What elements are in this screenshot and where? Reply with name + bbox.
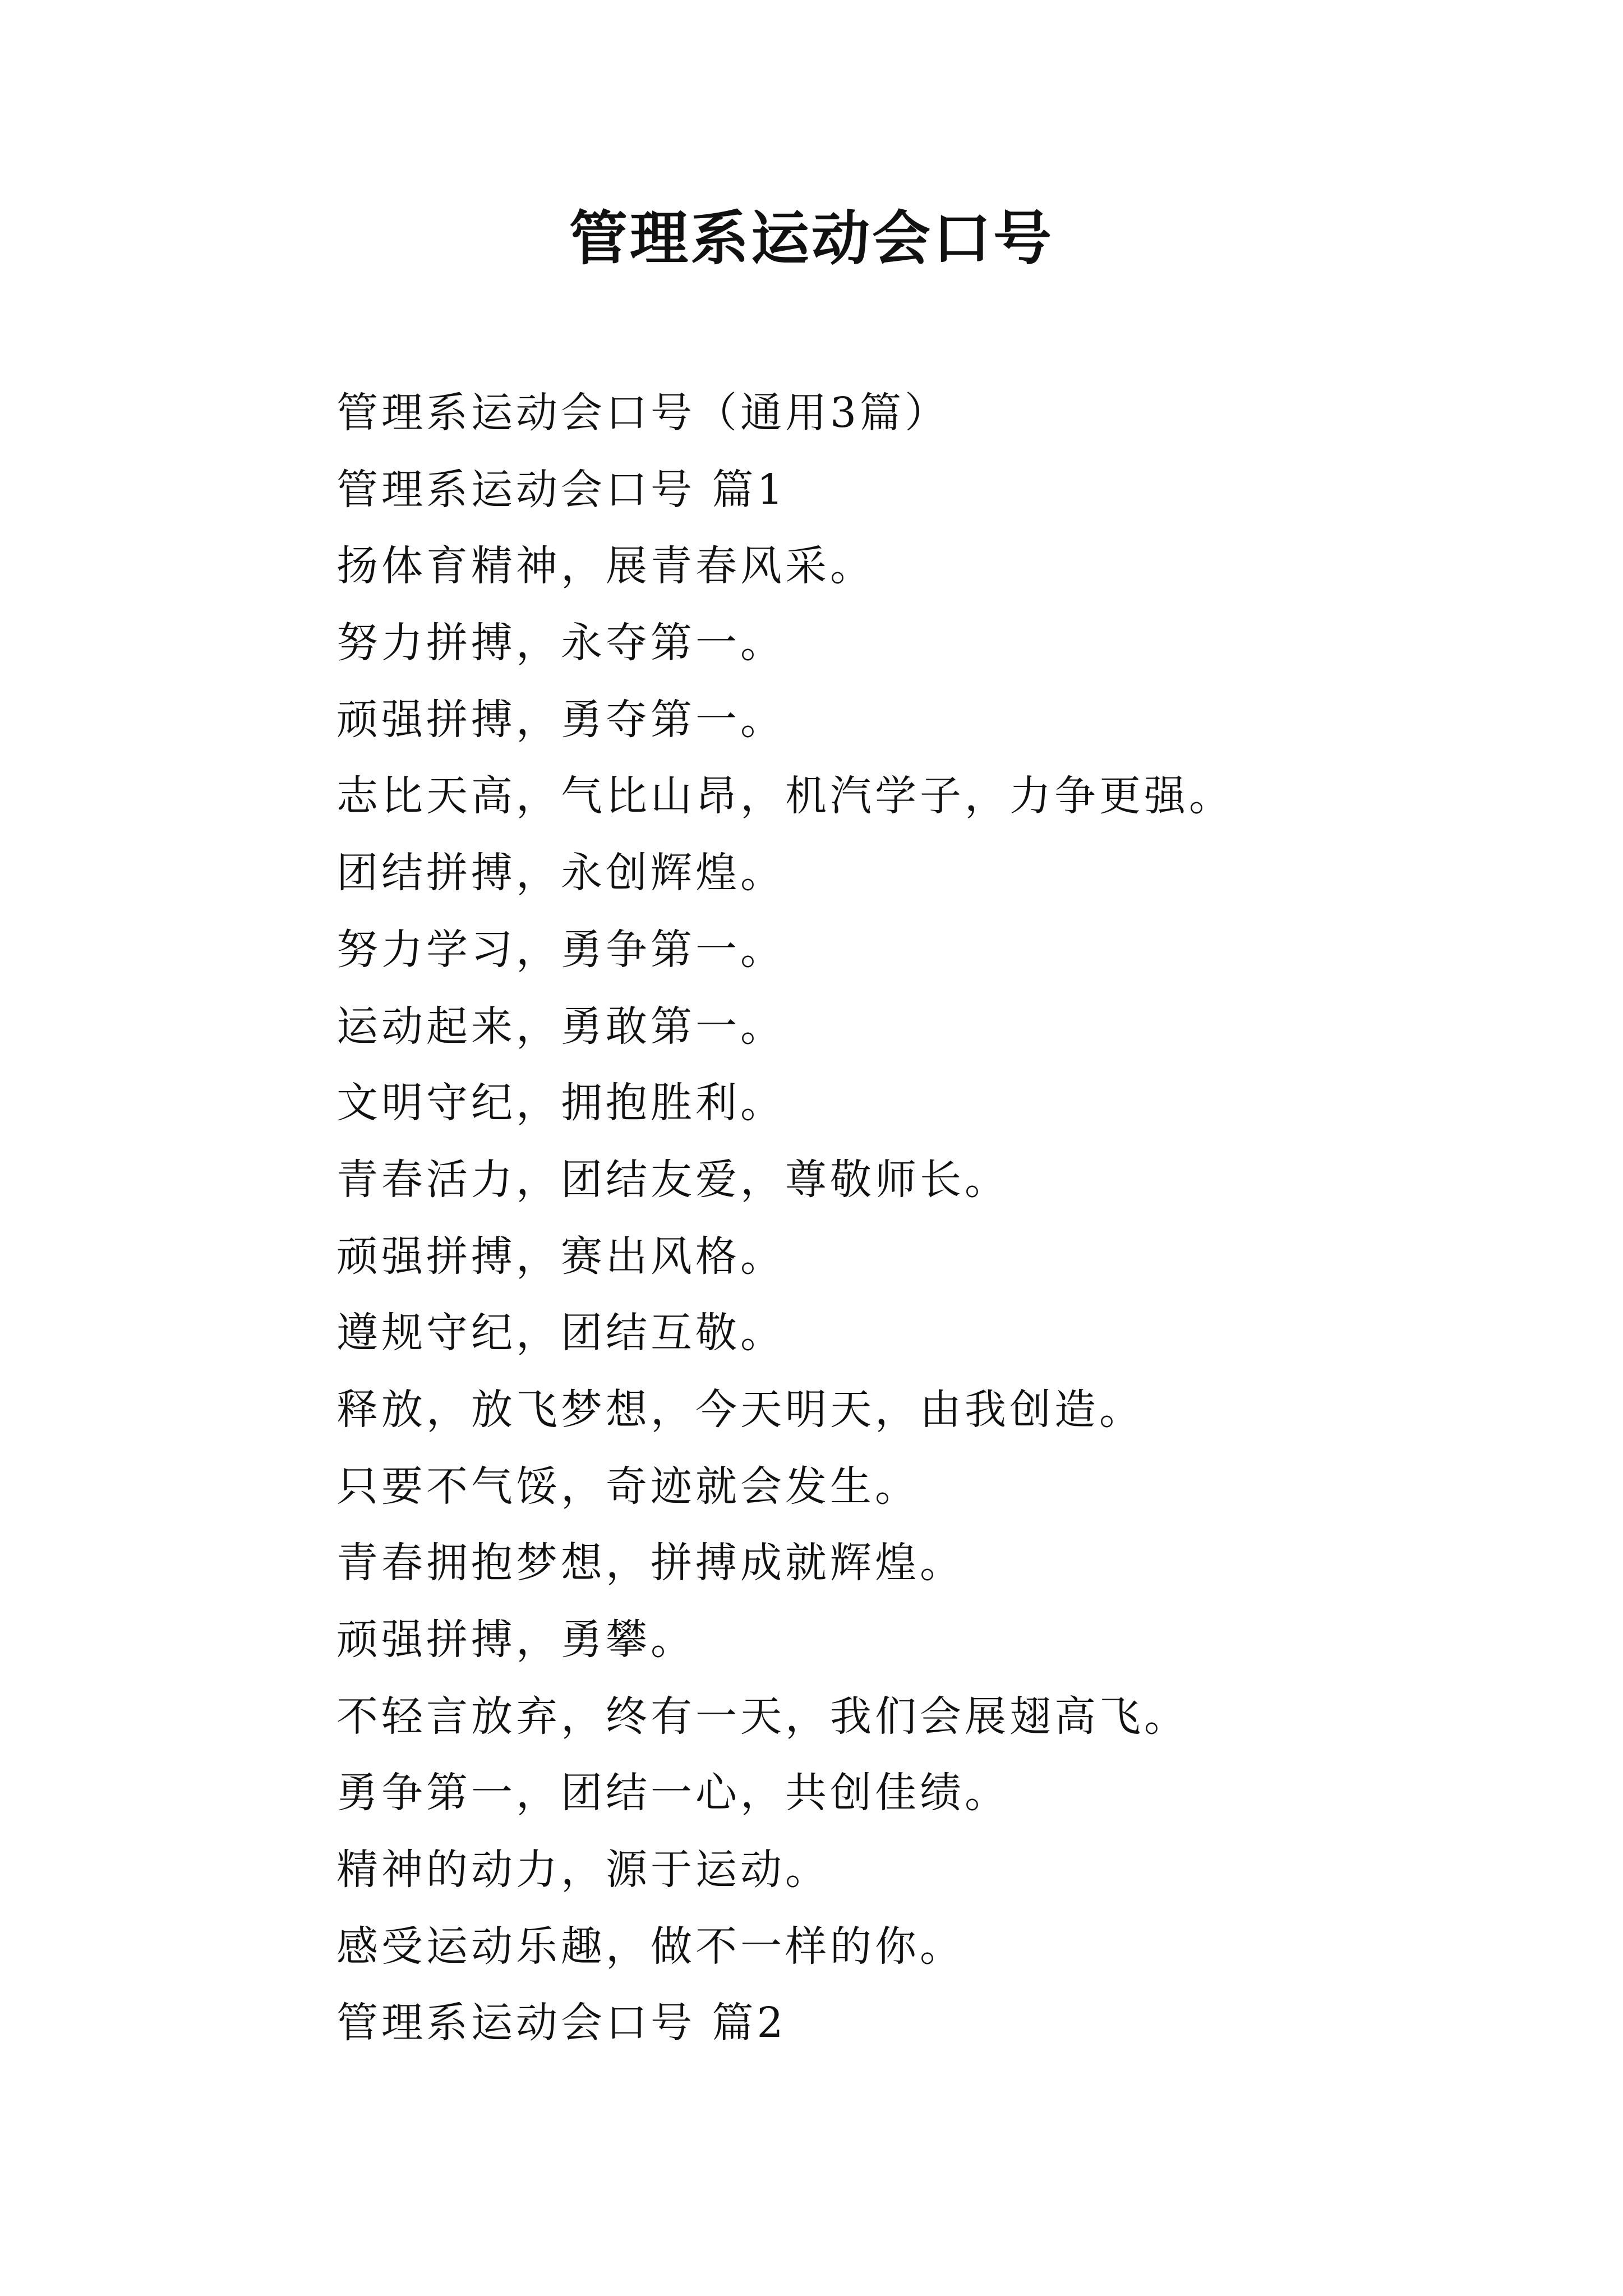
slogan-line: 感受运动乐趣，做不一样的你。 bbox=[336, 1922, 965, 1971]
section-heading: 管理系运动会口号 篇1 bbox=[336, 465, 787, 514]
slogan-line: 不轻言放弃，终有一天，我们会展翅高飞。 bbox=[336, 1692, 1189, 1741]
slogan-line: 扬体育精神，展青春风采。 bbox=[336, 542, 875, 591]
slogan-line: 遵规守纪，团结互敬。 bbox=[336, 1309, 785, 1358]
slogan-line: 团结拼搏，永创辉煌。 bbox=[336, 849, 785, 898]
slogan-line: 顽强拼搏，赛出风格。 bbox=[336, 1232, 785, 1281]
document-title: 管理系运动会口号 bbox=[569, 204, 1054, 273]
slogan-line: 努力拼搏，永夺第一。 bbox=[336, 619, 785, 668]
slogan-line: 青春拥抱梦想，拼搏成就辉煌。 bbox=[336, 1539, 965, 1588]
document-body bbox=[336, 375, 1458, 2062]
slogan-line: 运动起来，勇敢第一。 bbox=[336, 1002, 785, 1051]
slogan-line: 精神的动力，源于运动。 bbox=[336, 1846, 830, 1894]
slogan-line: 文明守纪，拥抱胜利。 bbox=[336, 1079, 785, 1128]
slogan-line: 勇争第一，团结一心，共创佳绩。 bbox=[336, 1769, 1009, 1818]
slogan-line: 顽强拼搏，勇夺第一。 bbox=[336, 695, 785, 744]
slogan-line: 志比天高，气比山昂，机汽学子，力争更强。 bbox=[336, 772, 1234, 821]
slogan-line: 释放，放飞梦想，今天明天，由我创造。 bbox=[336, 1385, 1144, 1434]
slogan-line: 顽强拼搏，勇攀。 bbox=[336, 1616, 695, 1664]
section-heading: 管理系运动会口号 篇2 bbox=[336, 1999, 787, 2047]
slogan-line: 青春活力，团结友爱，尊敬师长。 bbox=[336, 1155, 1009, 1204]
slogan-line: 努力学习，勇争第一。 bbox=[336, 925, 785, 974]
document-subtitle: 管理系运动会口号（通用3篇） bbox=[336, 389, 950, 437]
slogan-line: 只要不气馁，奇迹就会发生。 bbox=[336, 1462, 920, 1511]
